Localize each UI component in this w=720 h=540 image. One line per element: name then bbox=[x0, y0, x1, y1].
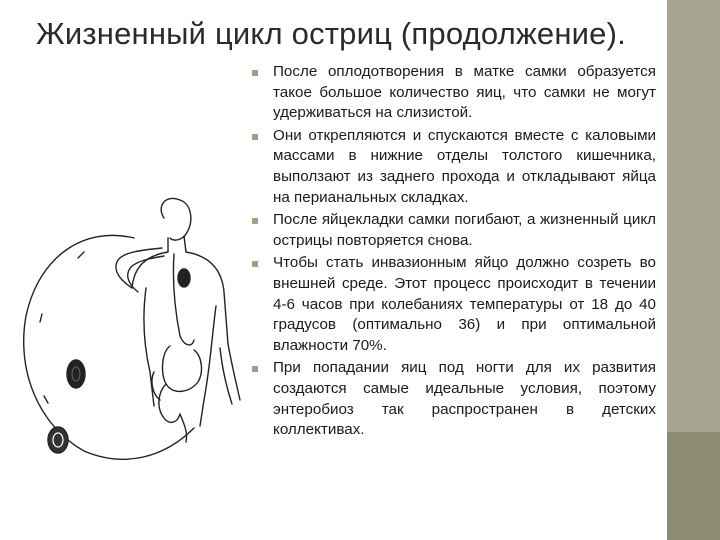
bullet-item bbox=[252, 358, 656, 440]
slide-title: Жизненный цикл остриц (продолжение). bbox=[36, 16, 626, 51]
square-bullet-icon bbox=[252, 70, 258, 76]
pinworm-lifecycle-illustration-icon bbox=[14, 196, 274, 486]
bullet-item bbox=[252, 126, 656, 208]
square-bullet-icon bbox=[252, 366, 258, 372]
bullet-text: Они открепляются и спускаются вместе с каловыми массами в нижние отделы толстого кишечника, выползают из заднего прохода и откладывают яйца на перианальных складках. bbox=[273, 126, 656, 206]
square-bullet-icon bbox=[252, 218, 258, 224]
bullet-text: После яйцекладки самки погибают, а жизненный цикл острицы повторяется снова. bbox=[273, 211, 656, 249]
bullet-item bbox=[252, 253, 656, 356]
square-bullet-icon bbox=[252, 134, 258, 140]
bullet-text: Чтобы стать инвазионным яйцо должно созреть во внешней среде. Этот процесс происходит в течении 4-6 часов при колебаниях температуры от 18 до 40 градусов (оптимально 36) и при оптимальной влажности 70%. bbox=[273, 254, 656, 354]
bullet-list bbox=[252, 62, 656, 443]
bullet-item bbox=[252, 62, 656, 124]
side-accent-bar-lower bbox=[665, 432, 720, 540]
bullet-item bbox=[252, 210, 656, 251]
bullet-text: После оплодотворения в матке самки образуется такое большое количество яиц, что самки не могут удерживаться на слизистой. bbox=[273, 63, 656, 122]
bullet-text: При попадании яиц под ногти для их развития создаются самые идеальные условия, поэтому энтеробиоз так распространен в детских коллективах. bbox=[273, 359, 656, 439]
square-bullet-icon bbox=[252, 261, 258, 267]
side-accent-divider bbox=[665, 0, 667, 540]
